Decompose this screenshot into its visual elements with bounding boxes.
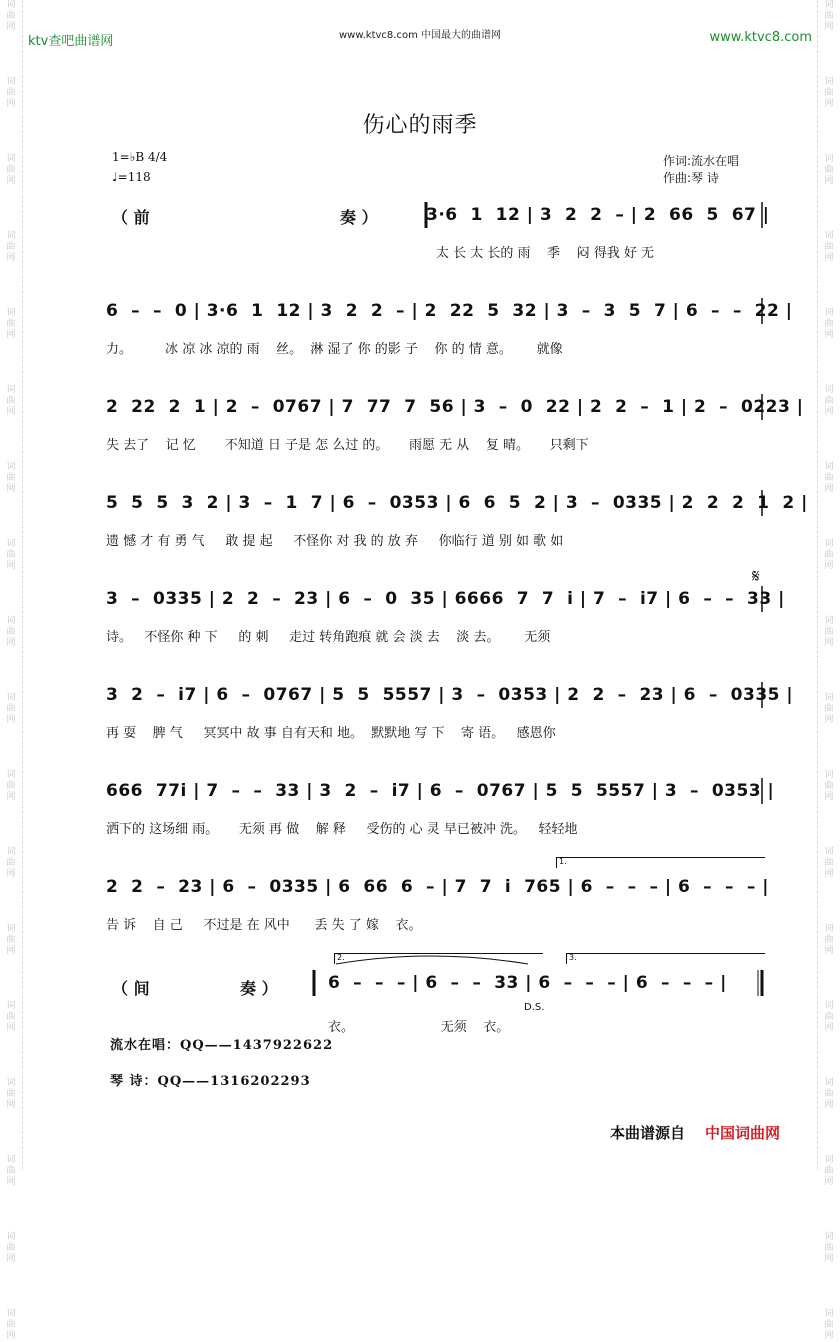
slur-mark	[336, 956, 528, 964]
ds-marking: D.S.	[524, 1002, 545, 1013]
header-center-site[interactable]: www.ktvc8.com 中国最大的曲谱网	[338, 30, 501, 41]
left-watermark-text: 词 曲 网 词 曲 网 词 曲 网 词 曲 网 词 曲 网 词 曲 网 词 曲 网 词 曲 网 词 曲 网 词 曲 网 词 曲 网 词 曲 网 词 曲 网 词 曲 网 词 曲 网 词 曲 网 词 曲 网 词 曲 网	[6, 0, 16, 1341]
volta-1: 1.	[556, 857, 765, 868]
composer-credit: 作曲:琴 诗	[663, 171, 719, 185]
lyrics-row-6: 再 耍 脾 气 冥冥中 故 事 自有天和 地。 默默地 写 下 寄 语。 感恩你	[106, 726, 556, 741]
right-watermark-text: 词 曲 网 词 曲 网 词 曲 网 词 曲 网 词 曲 网 词 曲 网 词 曲 网 词 曲 网 词 曲 网 词 曲 网 词 曲 网 词 曲 网 词 曲 网 词 曲 网 词 曲 网 词 曲 网 词 曲 网 词 曲 网	[824, 0, 834, 1341]
notes-row-3: 2 22 2 1 | 2 – 0767 | 7 77 7 56 | 3 – 0 22 | 2 2 – 1 | 2 – 0223 |	[106, 397, 804, 417]
intro-label-right: 奏 ）	[340, 208, 378, 227]
lyrics-row-4: 遗 憾 才 有 勇 气 敢 提 起 不怪你 对 我 的 放 弃 你临行 道 别 如 歌 如	[106, 534, 564, 549]
segno-sign: 𝄋	[752, 566, 760, 587]
key-line: 1=♭B 4/4	[112, 150, 168, 164]
lyricist-credit: 作词:流水在唱	[663, 154, 740, 168]
notes-row-5: 3 – 0335 | 2 2 – 23 | 6 – 0 35 | 6666 7 7 i | 7 – i7 | 6 – – 33 |	[106, 589, 785, 609]
header-right-site[interactable]: www.ktvc8.com	[709, 30, 812, 45]
volta-3: 3.	[566, 953, 765, 964]
header-left-site[interactable]: ktv查吧曲谱网	[28, 34, 114, 49]
tempo-line: ♩=118	[112, 170, 151, 184]
notes-row-6: 3 2 – i7 | 6 – 0767 | 5 5 5557 | 3 – 0353 | 2 2 – 23 | 6 – 0335 |	[106, 685, 794, 705]
lyrics-row-5: 诗。 不怪你 种 下 的 刺 走过 转角跑痕 就 会 淡 去 淡 去。 无须	[106, 630, 551, 645]
contact-1-label: 流水在唱：	[110, 1038, 181, 1053]
contact-2-value: QQ——1316202293	[157, 1074, 311, 1089]
notes-row-7: 666 77i | 7 – – 33 | 3 2 – i7 | 6 – 0767 | 5 5 5557 | 3 – 0353 |	[106, 781, 775, 801]
contact-1-value: QQ——1437922622	[180, 1038, 334, 1053]
footer-brand-link[interactable]: 中国词曲网	[705, 1124, 781, 1142]
notes-row-8: 2 2 – 23 | 6 – 0335 | 6 66 6 – | 7 7 i 765 | 6 – – – | 6 – – – |	[106, 877, 769, 897]
lyrics-row-1: 太 长 太 长的 雨 季 闷 得我 好 无	[436, 246, 654, 261]
song-title: 伤心的雨季	[362, 113, 478, 138]
lyrics-row-3: 失 去了 记 忆 不知道 日 子是 怎 么过 的。 雨愿 无 从 复 晴。 只剩下	[106, 438, 589, 453]
lyrics-row-9: 衣。 无须 衣。	[328, 1020, 510, 1035]
notes-row-2: 6 – – 0 | 3·6 1 12 | 3 2 2 – | 2 22 5 32 | 3 – 3 5 7 | 6 – – 22 |	[106, 301, 793, 321]
lyrics-row-2: 力。 冰 凉 冰 凉的 雨 丝。 淋 湿了 你 的影 子 你 的 情 意。 就像	[106, 342, 563, 357]
notes-row-4: 5 5 5 3 2 | 3 – 1 7 | 6 – 0353 | 6 6 5 2 | 3 – 0335 | 2 2 2 1 2 |	[106, 493, 808, 513]
footer-source: 本曲谱源自	[610, 1124, 686, 1142]
contact-2-label: 琴 诗：	[110, 1074, 158, 1089]
notes-row-1: 3·6 1 12 | 3 2 2 – | 2 66 5 67 |	[426, 205, 770, 225]
notes-row-9: 6 – – – | 6 – – 33 | 6 – – – | 6 – – – |	[328, 973, 727, 993]
volta-2: 2.	[334, 953, 543, 964]
intro-label-left: （ 前	[112, 208, 150, 227]
lyrics-row-8: 告 诉 自 己 不过是 在 风中 丢 失 了 嫁 衣。	[106, 918, 422, 933]
lyrics-row-7: 洒下的 这场细 雨。 无须 再 做 解 释 受伤的 心 灵 早已被冲 洗。 轻轻地	[106, 822, 578, 837]
interlude-label-right: 奏 ）	[240, 979, 278, 998]
interlude-label-left: （ 间	[112, 979, 150, 998]
